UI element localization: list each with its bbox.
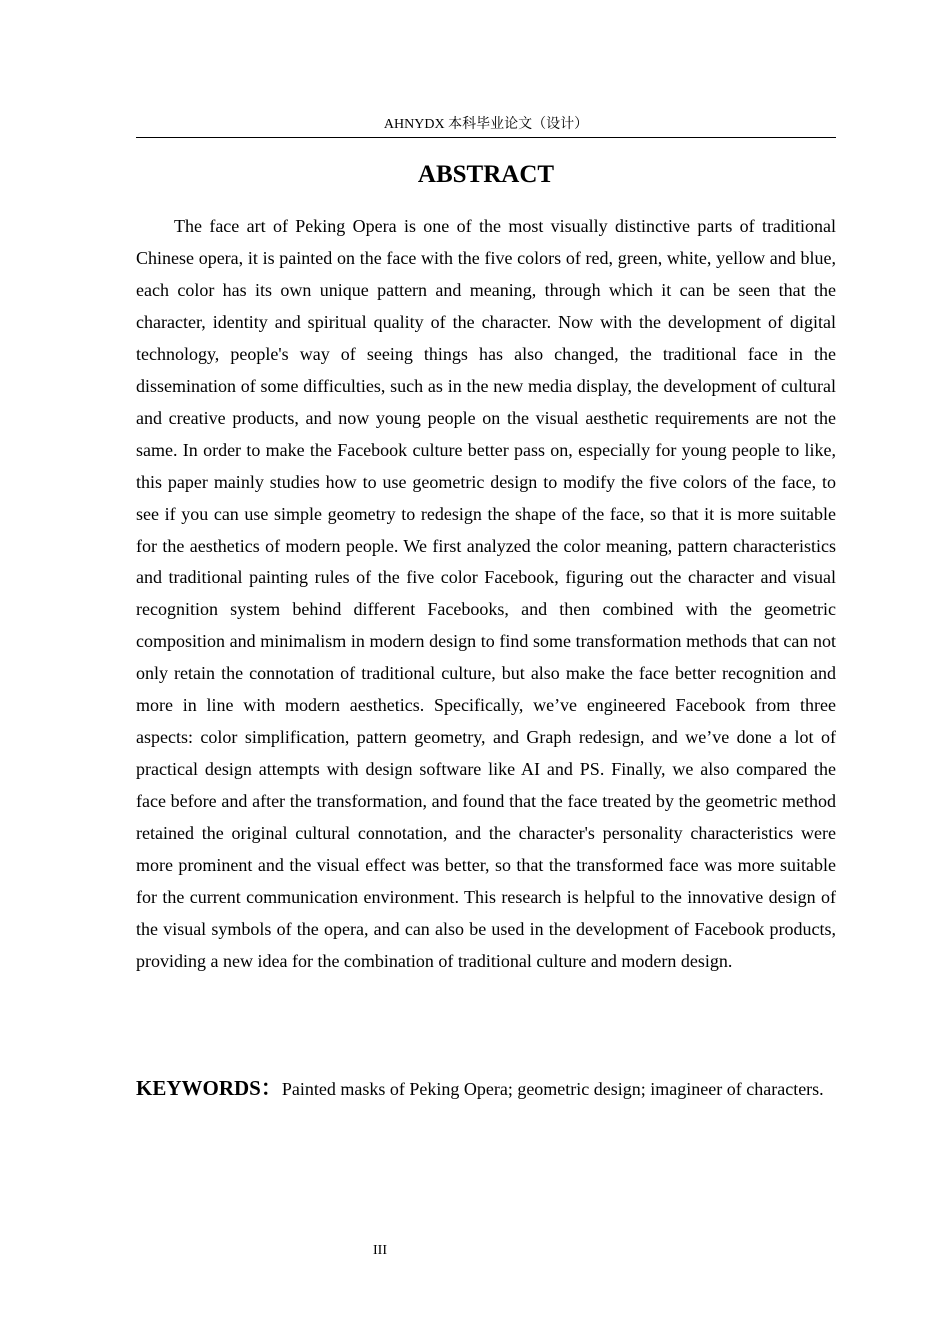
keywords-paragraph: [136, 1072, 836, 1105]
keywords-label: KEYWORDS：: [136, 1076, 282, 1100]
keywords-text: Painted masks of Peking Opera; geometric design; imagineer of characters.: [281, 1079, 824, 1099]
page-header: [136, 116, 836, 138]
page-number: III: [373, 1243, 387, 1258]
header-text: AHNYDX 本科毕业论文（设计）: [383, 117, 589, 132]
abstract-title: ABSTRACT: [417, 161, 555, 188]
abstract-body: The face art of Peking Opera is one of the most visually distinctive parts of traditional Chinese opera, it is painted on the face with the five colors of red, green, white, yellow and blue, each color has its own unique pattern and meaning, through which it can be seen that the character, identity and spiritual quality of the character. Now with the development of digital technology, people's way of seeing things has also changed, the traditional face in the dissemination of some difficulties, such as in the new media display, the development of cultural and creative products, and now young people on the visual aesthetic requirements are not the same. In order to make the Facebook culture better pass on, especially for young people to like, this paper mainly studies how to use geometric design to modify the five colors of the face, to see if you can use simple geometry to redesign the shape of the face, so that it is more suitable for the aesthetics of modern people. We first analyzed the color meaning, pattern characteristics and traditional painting rules of the five color Facebook, figuring out the character and visual recognition system behind different Facebooks, and then combined with the geometric composition and minimalism in modern design to find some transformation methods that can not only retain the connotation of traditional culture, but also make the face better recognition and more in line with modern aesthetics. Specifically, we’ve engineered Facebook from three aspects: color simplification, pattern geometry, and Graph redesign, and we’ve done a lot of practical design attempts with design software like AI and PS. Finally, we also compared the face before and after the transformation, and found that the face treated by the geometric method retained the original cultural connotation, and the character's personality characteristics were more prominent and the visual effect was better, so that the transformed face was more suitable for the current communication environment. This research is helpful to the innovative design of the visual symbols of the opera, and can also be used in the development of Facebook products, providing a new idea for the combination of traditional culture and modern design.: [136, 216, 836, 971]
